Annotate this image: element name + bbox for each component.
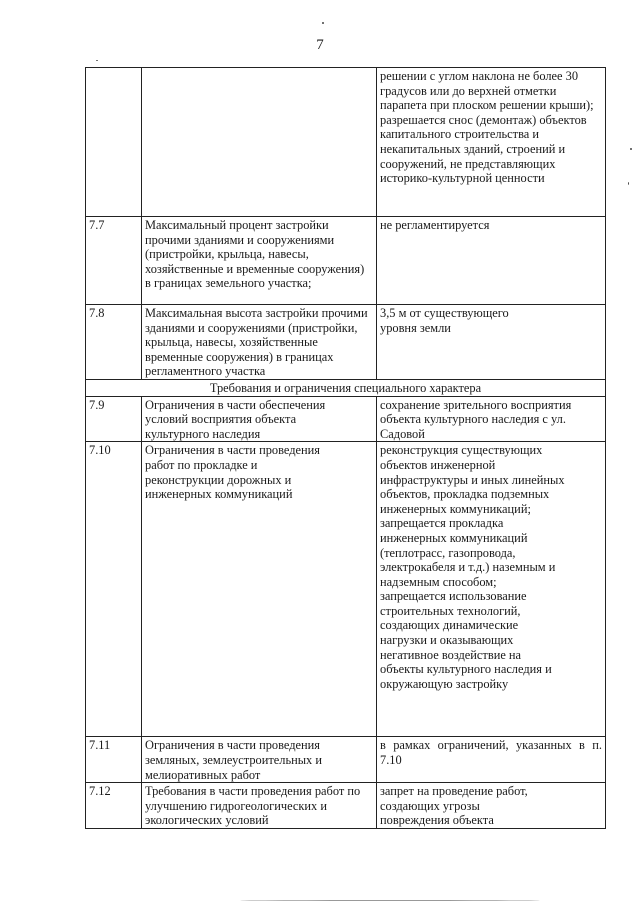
table-row	[86, 396, 606, 442]
item-name-text: Ограничения в части проведения земляных, землеустроительных и мелиоративных работ	[145, 738, 322, 782]
item-name-text: Ограничения в части обеспечения условий восприятия объекта культурного наследия	[145, 397, 326, 441]
continuation-text: решении с углом наклона не более 30 градусов или до верхней отметки парапета при плоском решении крыши); разрешается снос (демонтаж) объектов капитального строительства и некапитальных зданий, строений и сооружений, не представляющих историко-культурной ценности	[380, 69, 594, 186]
item-name-cell: Требования в части проведения работ по улучшению гидрогеологических и экологических условий	[142, 783, 377, 829]
section-header-row	[86, 379, 606, 396]
item-value-cell: в рамках ограничений, указанных в п. 7.10	[377, 737, 606, 783]
page-number: 7	[316, 37, 324, 53]
item-name-cell	[142, 396, 377, 442]
item-number-cell	[86, 68, 142, 217]
scan-speck	[240, 900, 540, 901]
item-number-cell: 7.7	[86, 217, 142, 305]
item-name-cell: Максимальная высота застройки прочими зданиями и сооружениями (пристройки, крыльца, навесы, хозяйственные временные сооружения) в границах регламентного участка	[142, 305, 377, 380]
item-name-cell	[142, 442, 377, 737]
item-value-text: 3,5 м от существующего уровня земли	[380, 306, 509, 335]
item-value-cell: сохранение зрительного восприятия объекта культурного наследия с ул. Садовой	[377, 396, 606, 442]
item-number-cell: 7.11	[86, 737, 142, 783]
item-name-text: Ограничения в части проведения работ по прокладке и реконструкции дорожных и инженерных коммуникаций	[145, 443, 320, 502]
item-name-cell	[142, 68, 377, 217]
item-number-cell: 7.10	[86, 442, 142, 737]
item-number-cell: 7.12	[86, 783, 142, 829]
item-name-cell: Максимальный процент застройки прочими зданиями и сооружениями (пристройки, крыльца, навесы, хозяйственные и временные сооружения) в границах земельного участка;	[142, 217, 377, 305]
item-value-cell	[377, 783, 606, 829]
item-value-text: реконструкция существующих объектов инженерной инфраструктуры и иных линейных объектов, прокладка подземных инженерных коммуникаций; запрещается прокладка инженерных коммуникаций (теплотрасс, газопровода, электрокабеля и т.д.) наземным и надземным способом; запрещается использование строительных технологий, создающих динамические нагрузки и оказывающих негативное воздействие на объекты культурного наследия и окружающую застройку	[380, 443, 565, 691]
table-row	[86, 783, 606, 829]
table-row	[86, 442, 606, 737]
table-row	[86, 305, 606, 380]
item-value-cell	[377, 442, 606, 737]
item-value-text: запрет на проведение работ, создающих угрозы повреждения объекта	[380, 784, 528, 828]
section-header: Требования и ограничения специального характера	[86, 379, 606, 396]
item-value-cell	[377, 68, 606, 217]
scan-speck	[322, 22, 324, 24]
table-row	[86, 68, 606, 217]
item-value-cell	[377, 305, 606, 380]
regulations-table	[85, 67, 606, 829]
item-number-cell: 7.9	[86, 396, 142, 442]
item-value-cell: не регламентируется	[377, 217, 606, 305]
item-name-cell	[142, 737, 377, 783]
table-row	[86, 737, 606, 783]
item-number-cell: 7.8	[86, 305, 142, 380]
table-row	[86, 217, 606, 305]
scan-speck	[628, 182, 629, 185]
scan-speck	[96, 60, 98, 61]
scan-speck	[630, 148, 632, 150]
